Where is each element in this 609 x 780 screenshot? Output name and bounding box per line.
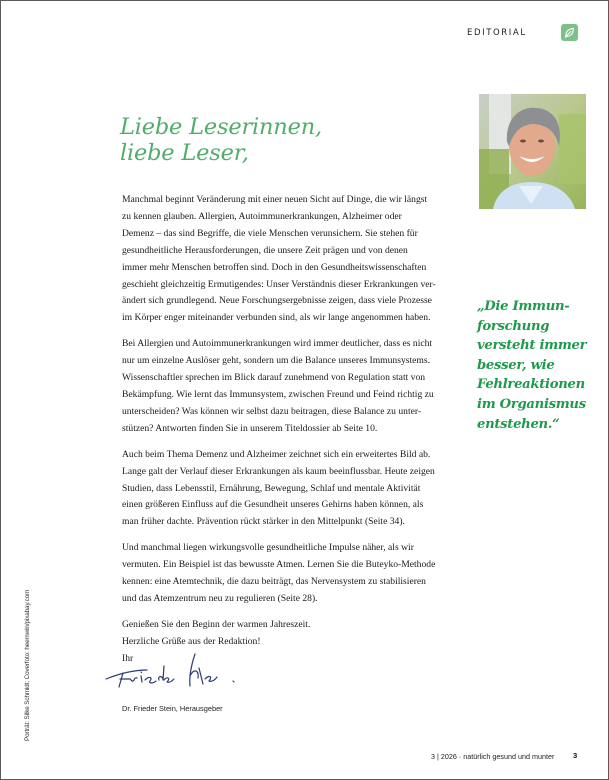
closing-line: Genießen Sie den Beginn der warmen Jahreszeit. <box>122 618 311 630</box>
quote-line: besser, wie <box>477 357 555 373</box>
portrait-photo <box>479 94 586 209</box>
text-line: Auch beim Thema Demenz und Alzheimer zeichnet sich ein erweitertes Bild ab. <box>122 448 431 460</box>
handwritten-signature <box>101 646 261 691</box>
text-line: Lange galt der Verlauf dieser Erkrankungen als kaum beeinflussbar. Heute zeigen <box>122 465 435 477</box>
quote-line: im Organismus <box>477 396 586 412</box>
footer-issue-info: 3 | 2026 · natürlich gesund und munter <box>431 752 555 761</box>
text-line: Manchmal beginnt Veränderung mit einer neuen Sicht auf Dinge, die wir längst <box>122 194 428 205</box>
text-line: immer mehr Menschen betroffen sind. Doch in den Gesundheitswissenschaften <box>122 261 427 273</box>
greeting-line-2: liebe Leser, <box>120 140 249 166</box>
text-line: Bei Allergien und Autoimmunerkrankungen wird immer deutlicher, dass es nicht <box>122 338 433 350</box>
text-line: einen größeren Einfluss auf die Gesundheit unseres Gehirns haben können, als <box>122 499 424 511</box>
text-line: geschieht gleichzeitig Ermutigendes: Unser Verständnis dieser Erkrankungen ver- <box>122 278 436 290</box>
text-line: zu kennen glauben. Allergien, Autoimmunerkrankungen, Alzheimer oder <box>122 210 402 222</box>
paragraph-4 <box>122 540 452 608</box>
greeting-line-1: Liebe Leserinnen, <box>120 114 322 140</box>
signer-name: Dr. Frieder Stein, Herausgeber <box>122 704 223 713</box>
text-line: kennen: eine Atemtechnik, die dazu beiträgt, das Nervensystem zu stabilisieren <box>122 576 426 588</box>
text-line: Demenz – das sind Begriffe, die viele Menschen verunsichern. Sie stehen für <box>122 227 418 239</box>
section-label: EDITORIAL <box>467 28 527 38</box>
paragraph-1 <box>122 192 452 327</box>
text-line: gesundheitliche Herausforderungen, die unsere Zeit prägen und von denen <box>122 244 408 256</box>
photo-credit: Porträt: Silke Schmidt; Coverfoto: heemwin/pixabay.com <box>24 589 31 741</box>
text-line: ändert sich grundlegend. Neue Forschungsergebnisse zeigen, dass viele Prozesse <box>122 295 432 307</box>
closing-line: Herzliche Grüße aus der Redaktion! <box>122 635 261 647</box>
paragraph-3 <box>122 447 452 532</box>
text-line: Studien, dass Lebensstil, Ernährung, Bewegung, Schlaf und mentale Aktivität <box>122 482 421 494</box>
quote-line: versteht immer <box>477 338 587 354</box>
quote-line: forschung <box>477 318 550 334</box>
text-line: vermuten. Ein Beispiel ist das bewusste Atmen. Lernen Sie die Buteyko-Methode <box>122 559 436 571</box>
text-line: nur um einzelne Auslöser geht, sondern um die Balance unseres Immunsystems. <box>122 355 430 367</box>
page-number: 3 <box>573 751 578 760</box>
text-line: unterscheiden? Was können wir selbst dazu beitragen, diese Balance zu unter- <box>122 405 422 417</box>
paragraph-2 <box>122 336 452 437</box>
greeting-heading <box>120 114 322 166</box>
editorial-body <box>122 192 452 677</box>
text-line: stützen? Antworten finden Sie in unserem Titeldossier ab Seite 10. <box>122 422 378 434</box>
text-line: Bekämpfung. Wie lernt das Immunsystem, zwischen Freund und Feind richtig zu <box>122 388 434 400</box>
text-line: im Körper enger miteinander verbunden sind, als wir lange angenommen haben. <box>122 312 431 324</box>
leaf-icon <box>561 24 578 41</box>
quote-line: Fehlreaktionen <box>477 377 585 393</box>
text-line: man früher dachte. Prävention rückt stärker in den Mittelpunkt (Seite 34). <box>122 516 405 528</box>
pull-quote <box>477 297 603 434</box>
quote-line: entstehen.“ <box>477 416 560 432</box>
closing-line: Ihr <box>122 652 134 664</box>
text-line: und das Atemzentrum neu zu regulieren (Seite 28). <box>122 592 318 604</box>
text-line: Und manchmal liegen wirkungsvolle gesundheitliche Impulse näher, als wir <box>122 542 414 554</box>
text-line: Wissenschaftler sprechen im Blick darauf zunehmend von Regulation statt von <box>122 372 426 384</box>
quote-line: „Die Immun- <box>477 299 570 314</box>
